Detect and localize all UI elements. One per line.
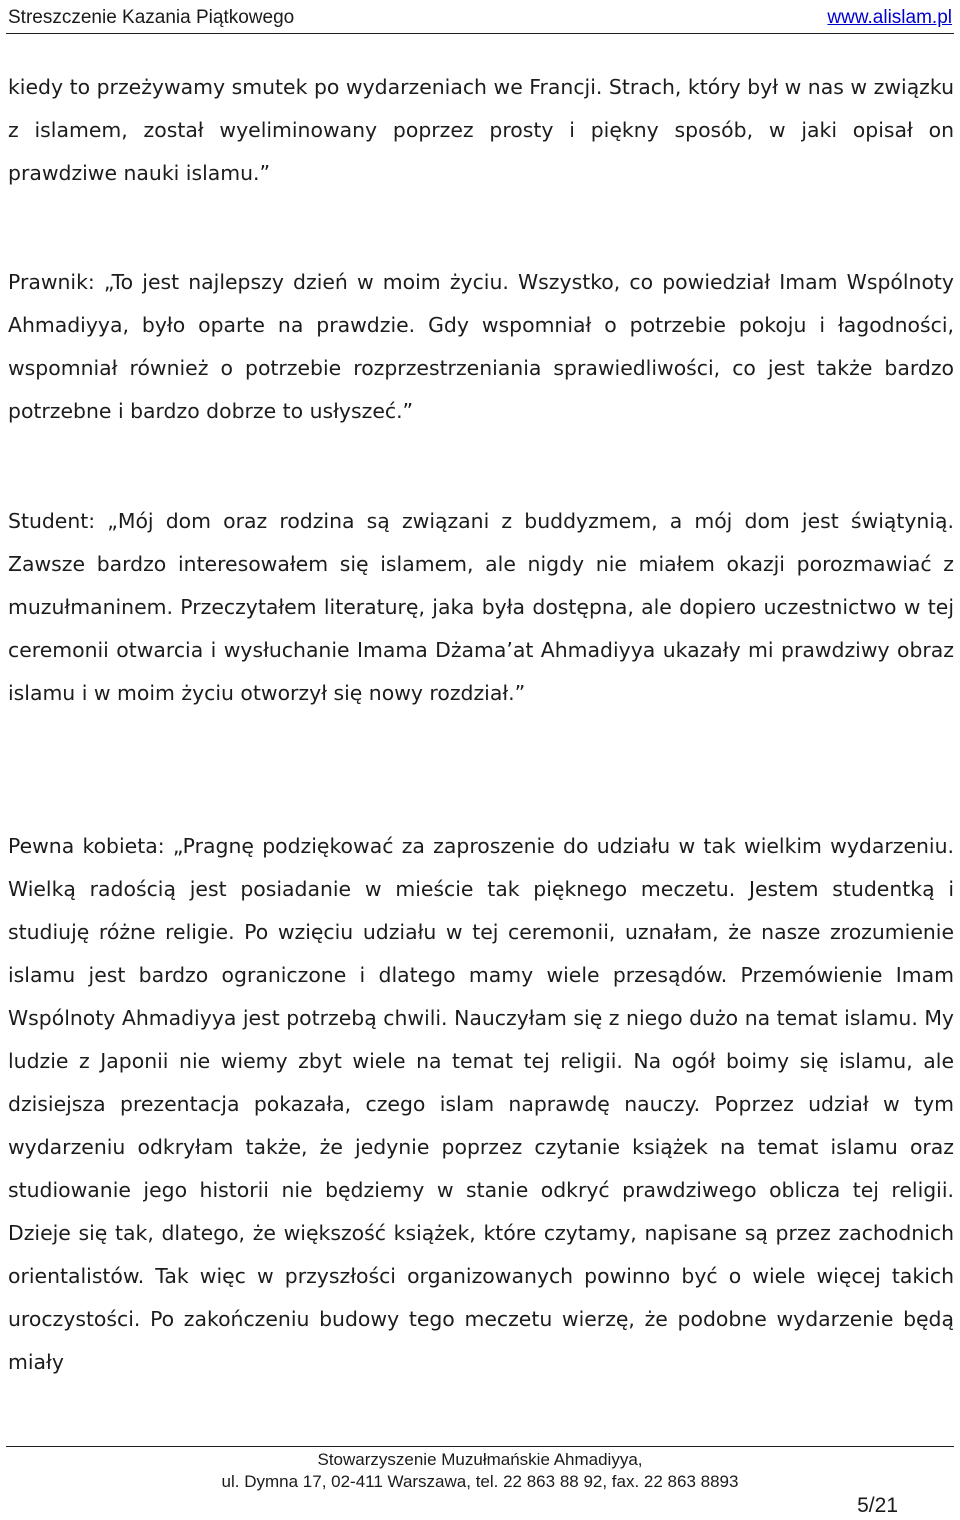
header-website-link[interactable]: www.alislam.pl — [827, 7, 952, 28]
page-number: 5/21 — [857, 1494, 898, 1517]
paragraph-student: Student: „Mój dom oraz rodzina są związani z buddyzmem, a mój dom jest świątynią. Zawsze bardzo interesowałem się islamem, ale nigdy nie miałem okazji porozmawiać z muzułmaninem. Przeczytałem literaturę, jaka była dostępna, ale dopiero uczestnictwo w tej ceremonii otwarcia i wysłuchanie Imama Dżama’at Ahmadiyya ukazały mi prawdziwy obraz islamu i w moim życiu otworzył się nowy rozdział.” — [8, 509, 954, 705]
page-header — [8, 4, 952, 32]
paragraph-prawnik: Prawnik: „To jest najlepszy dzień w moim życiu. Wszystko, co powiedział Imam Wspólnoty Ahmadiyya, było oparte na prawdzie. Gdy wspomniał o potrzebie pokoju i łagodności, wspomniał również o potrzebie rozprzestrzeniania sprawiedliwości, co jest także bardzo potrzebne i bardzo dobrze to usłyszeć.” — [8, 270, 954, 423]
footer-organization: Stowarzyszenie Muzułmańskie Ahmadiyya, — [317, 1450, 643, 1469]
header-title: Streszczenie Kazania Piątkowego — [8, 7, 295, 28]
footer-address: ul. Dymna 17, 02-411 Warszawa, tel. 22 863 88 92, fax. 22 863 8893 — [221, 1472, 739, 1491]
paragraph-pewna-kobieta: Pewna kobieta: „Pragnę podziękować za zaproszenie do udziału w tak wielkim wydarzeniu. Wielką radością jest posiadanie w mieście tak pięknego meczetu. Jestem studentką i studiuję różne religie. Po wzięciu udziału w tej ceremonii, uznałam, że nasze zrozumienie islamu jest bardzo ograniczone i dlatego mamy wiele przesądów. Przemówienie Imam Wspólnoty Ahmadiyya jest potrzebą chwili. Nauczyłam się z niego dużo na temat islamu. My ludzie z Japonii nie wiemy zbyt wiele na temat tej religii. Na ogół boimy się islamu, ale dzisiejsza prezentacja pokazała, czego islam naprawdę nauczy. Poprzez udział w tym wydarzeniu odkryłam także, że jedynie poprzez czytanie książek na temat islamu oraz studiowanie jego historii nie będziemy w stanie odkryć prawdziwego oblicza tej religii. Dzieje się tak, dlatego, że większość książek, które czytamy, napisane są przez zachodnich orientalistów. Tak więc w przyszłości organizowanych powinno być o wiele więcej takich uroczystości. Po zakończeniu budowy tego meczetu wierzę, że podobne wydarzenie będą miały — [8, 834, 954, 1374]
header-divider — [6, 33, 954, 34]
paragraph-francja: kiedy to przeżywamy smutek po wydarzeniach we Francji. Strach, który był w nas w związku z islamem, został wyeliminowany poprzez prosty i piękny sposób, w jaki opisał on prawdziwe nauki islamu.” — [8, 75, 954, 185]
footer-divider — [6, 1446, 954, 1447]
